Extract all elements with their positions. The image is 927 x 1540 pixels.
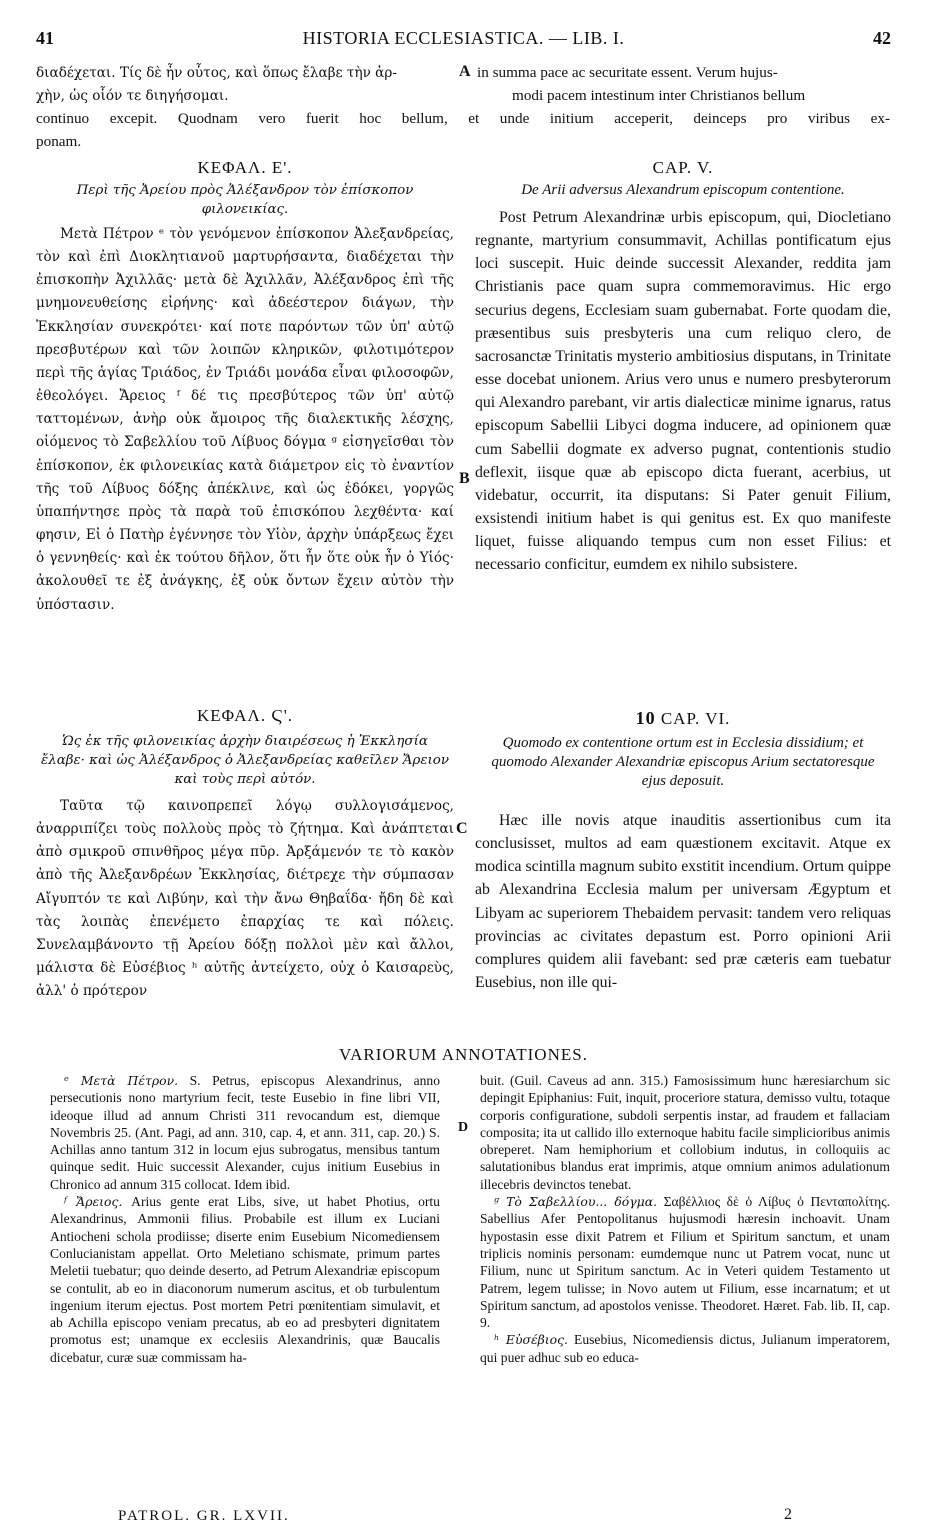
annotation-g-text: Σαβέλλιος δὲ ὁ Λίβυς ὁ Πενταπολίτης. Sabellius Afer Pentopolitanus hujusmodi hæresin inchoavit. Unam hypostasin esse dixit Patrem et Filium et Spiritum sanctum, et unam triplicis nominis personam: eumdemque nunc ut Patrem vocat, nunc ut Filium, nunc ut Spiritum sanctum. Ac in Veteri quidem Testamento ut Patrem, legem tulisse; in Novo autem ut Filium, esse incarnatum; et ut Spiritum sanctum, ad apostolos venisse. Theodoret. Hæret. Fab. lib. II, cap. 9. [480,1194,890,1331]
latin-opening-line-4: ponam. [36,133,82,150]
annotation-h-text: Eusebius, Nicomediensis dictus, Julianum imperatorem, qui puer adhuc sub eo educa- [480,1332,891,1365]
greek-chapter-5-title: Περὶ τῆς Ἀρείου πρὸς Ἀλέξανδρον τὸν ἐπίσκοπον φιλονεικίας. [76,183,414,217]
latin-chapter-5-heading: CAP. V. [652,158,714,177]
annotation-f-text: Arius gente erat Libs, sive, ut habet Photius, ortu Alexandrinus, Ammonii filius. Probabile est illum ex Luciani Antiocheni schola prodiisse; diserte enim Eusebium Nicomediensem Conlucianistam appellat. Orto Meletiano schismate, primum partes Meletii tuebatur; quo deinde deserto, ad Petrum Alexandriæ episcopum se contulit, ab eo in diaconorum numerum ascitus, et ob turbulentum ingenium iterum ejectus. Post mortem Petri pœnitentiam simulavit, et ab Achilla episcopo veniam precatus, ab eo ad presbyteri dignitatem promotus est; unamque ex ecclesiis Alexandrinis, quæ Baucalis dicebatur, curæ suæ commissam ha- [50,1194,440,1365]
latin-opening-line-2: modi pacem intestinum inter Christianos bellum [512,87,806,104]
page-number-right: 42 [873,28,891,48]
annotation-e [50,1072,440,1193]
footer-gathering-mark: 2 [784,1506,792,1523]
annotation-f-continued-text: buit. (Guil. Caveus ad ann. 315.) Famosissimum hunc hæresiarchum sic depingit Epiphanius: Fuit, inquit, proceriore statura, demisso vultu, totaque corporis configuratione, subdoli serpentis instar, ad fraudem et fallaciam composita; ita ut callido illo externoque habitu facile simplicioribus animis obreperet. Nam hemiphorium et collobium indutus, in colloquiis ac salutationibus blandus erat imprimis, atque omnium animos adulationum illecebris devinctos tenebat. [480,1073,890,1192]
annotation-g-lead: ᵍ Τὸ Σαβελλίου... δόγμα. [494,1194,658,1210]
running-header [36,28,891,58]
footer-signature-patrologia: PATROL. GR. LXVII. [118,1508,290,1524]
margin-marker-d: D [458,1120,469,1135]
greek-opening-line-2: χὴν, ὡς οἷόν τε διηγήσομαι. [36,88,229,104]
margin-marker-c: C [456,820,468,837]
latin-chapter-5-title: De Arii adversus Alexandrum episcopum contentione. [521,182,845,198]
chapter-5-greek [36,158,454,617]
greek-chapter-5-text: Μετὰ Πέτρον ᵉ τὸν γενόμενον ἐπίσκοπον Ἀλεξανδρείας, τὸν καὶ ἐπὶ Διοκλητιανοῦ μαρτυρήσαντα, διαδέχεται τὴν ἐπισκοπὴν Ἀχιλλᾶς· μετὰ δὲ Ἀχιλλᾶν, Ἀλέξανδρος ἐπὶ τῆς μνημονευθείσης εἰρήνης· καὶ ἀδεέστερον διάγων, τὴν Ἐκκλησίαν συνεκρότει· καί ποτε παρόντων τῶν ὑπ' αὐτῷ πρεσβυτέρων καὶ τῶν λοιπῶν κληρικῶν, φιλοτιμότερον περὶ τῆς ἁγίας Τριάδος, ἐν Τριάδι μονάδα εἶναι φιλοσοφῶν, ἐθεολόγει. Ἄρειος ᶠ δέ τις πρεσβύτερος τῶν ὑπ' αὐτῷ ταττομένων, ἀνὴρ οὐκ ἄμοιρος τῆς διαλεκτικῆς λέσχης, οἰόμενος τὸ Σαβελλίου τοῦ Λίβυος δόγμα ᵍ εἰσηγεῖσθαι τὸν ἐπίσκοπον, ἐκ φιλονεικίας κατὰ διάμετρον εἰς τὸ ἐναντίον τῆς τοῦ Λίβυος δόξης ἀπέκλινε, καὶ ὡς ἐδόκει, γοργῶς ὑπαπήντησε πρὸς τὰ παρὰ τοῦ ἐπισκόπου λεχθέντα· καί φησιν, Εἰ ὁ Πατὴρ ἐγέννησε τὸν Υἱὸν, ἀρχὴν ὑπάρξεως ἔχει ὁ γεννηθείς· καὶ ἐκ τούτου δῆλον, ὅτι ἦν ὅτε οὐκ ἦν ὁ Υἱός· ἀκολουθεῖ τε ἐξ ἀνάγκης, ἐξ οὐκ ὄντων ἔχειν αὐτὸν τὴν ὑπόστασιν. [36,226,454,613]
annotation-h [480,1331,890,1366]
greek-chapter-5-heading: ΚΕΦΑΛ. Ε'. [197,158,293,177]
latin-opening-line-3: continuo excepit. Quodnam vero fuerit hoc bellum, et unde initium acceperit, deinceps pro viribus ex- [36,110,890,127]
latin-chapter-5-text: Post Petrum Alexandrinæ urbis episcopum, qui, Diocletiano regnante, martyrium consummavit, Achillas pontificatum ejus loci suscepit. Huic deinde successit Alexander, reddita jam Christianis pace quam supra commemoravimus. Hic ergo securius degens, Ecclesiam suam gubernabat. Forte quodam die, præsentibus suis presbyteris una cum reliquo clero, de sacrosanctæ Trinitatis mysterio ambitiosius disputans, in Trinitate esse docebat unionem. Arius vero unus e numero presbyterorum qui Alexandro parebant, vir artis dialecticæ minime ignarus, ratus episcopum Sabellii Libyci dogma inducere, ad opinionem quæ cum Sabellii dogmate ex adverso pugnat, contentionis studio deflexit, iisque quæ ab episcopo dicta fuerant, acerbius, ut videbatur, occurrit, ita disputans: Si Pater genuit Filium, exsistendi initium habet is qui genitus est. Ex quo manifeste liquet, fuisse aliquando tempus cum non esset Filius: et necessario conficitur, eumdem ex nihilo subsistere. [475,209,891,574]
greek-chapter-6-heading: ΚΕΦΑΛ. Ϛ'. [196,706,294,725]
annotation-f-lead: ᶠ Ἄρειος. [64,1194,123,1210]
chapter-6-greek [36,706,454,1003]
annotation-e-text: S. Petrus, episcopus Alexandrinus, anno persecutionis nono martyrium fecit, teste Eusebio in fine libri VII, ideoque illud ad annum Christi 311 revocandum est, diemque Novembris 25. (Ant. Pagi, ad ann. 310, cap. 4, et ann. 311, cap. 20.) S. Achillas anno tantum 312 in locum ejus subrogatus, mensibus tantum quinque sedit. Huic successit Alexander, cujus initium Eusebius in Chronico ad annum 315 collocat. Idem ibid. [50,1073,440,1192]
annotation-e-lead: ᵉ Μετὰ Πέτρον. [64,1073,179,1088]
latin-chapter-6-heading: CAP. VI. [660,709,731,728]
greek-opening-line-1: διαδέχεται. Τίς δὲ ἦν οὗτος, καὶ ὅπως ἔλαβε τὴν ἀρ- [36,65,397,81]
greek-chapter-6-title: Ὡς ἐκ τῆς φιλονεικίας ἀρχὴν διαιρέσεως ἡ Ἐκκλησία ἔλαβε· καὶ ὡς Ἀλέξανδρος ὁ Ἀλεξανδρείας καθεῖλεν Ἄρειον καὶ τοὺς περὶ αὐτόν. [41,734,449,787]
latin-chapter-6-title: Quomodo ex contentione ortum est in Ecclesia dissidium; et quomodo Alexander Alexandriæ episcopus Arium sectatoresque ejus deposuit. [491,735,875,789]
annotation-f-continued [480,1072,890,1193]
running-title: HISTORIA ECCLESIASTICA. — LIB. I. [302,28,625,48]
page-number-left: 41 [36,28,54,48]
margin-marker-a: A [459,63,471,80]
latin-chapter-6-text: Hæc ille novis atque inauditis assertionibus cum ita conclusisset, multos ad eam quæstionem excitavit. Atque ex modica scintilla magnum subito exstitit incendium. Ortum quippe ab Alexandrina Ecclesia malum per universam Ægyptum et Libyam ac superiorem Thebaidem pervasit: tandem vero reliquas provincias ac civitates depastum est. Porro opinioni Arii complures quidem alii favebant: sed præ cæteris eam tuebatur Eusebius, non ille qui- [475,812,891,992]
annotation-h-lead: ʰ Εὐσέβιος. [494,1332,568,1348]
annotation-f [50,1193,440,1366]
latin-opening-line-1: in summa pace ac securitate essent. Verum hujus- [477,64,778,81]
line-number: 10 [635,708,656,728]
chapter-6-latin [475,708,891,994]
latin-chapter-6-heading-row [475,708,891,729]
margin-marker-b: B [459,470,470,487]
chapter-5-latin [475,158,891,577]
annotations-heading: VARIORUM ANNOTATIONES. [339,1045,588,1064]
annotations-left-column [50,1072,440,1366]
annotation-g [480,1193,890,1331]
greek-chapter-6-text: Ταῦτα τῷ καινοπρεπεῖ λόγῳ συλλογισάμενος, ἀναρριπίζει τοὺς πολλοὺς πρὸς τὸ ζήτημα. Καὶ ἀνάπτεται ἀπὸ σμικροῦ σπινθῆρος μέγα πῦρ. Ἀρξάμενόν τε τὸ κακὸν ἀπὸ τῆς Ἀλεξανδρέων Ἐκκλησίας, διέτρεχε τὴν σύμπασαν Αἴγυπτόν τε καὶ Λιβύην, καὶ τὴν ἄνω Θηβαΐδα· ἤδη δὲ καὶ τὰς λοιπὰς ἐπενέμετο ἐπαρχίας τε καὶ πόλεις. Συνελαμβάνοντο τῇ Ἀρείου δόξῃ πολλοὶ μὲν καὶ ἄλλοι, μάλιστα δὲ Εὐσέβιος ʰ αὐτῆς ἀντείχετο, οὐχ ὁ Καισαρεὺς, ἀλλ' ὁ πρότερον [36,798,454,1000]
annotations-right-column [480,1072,890,1366]
